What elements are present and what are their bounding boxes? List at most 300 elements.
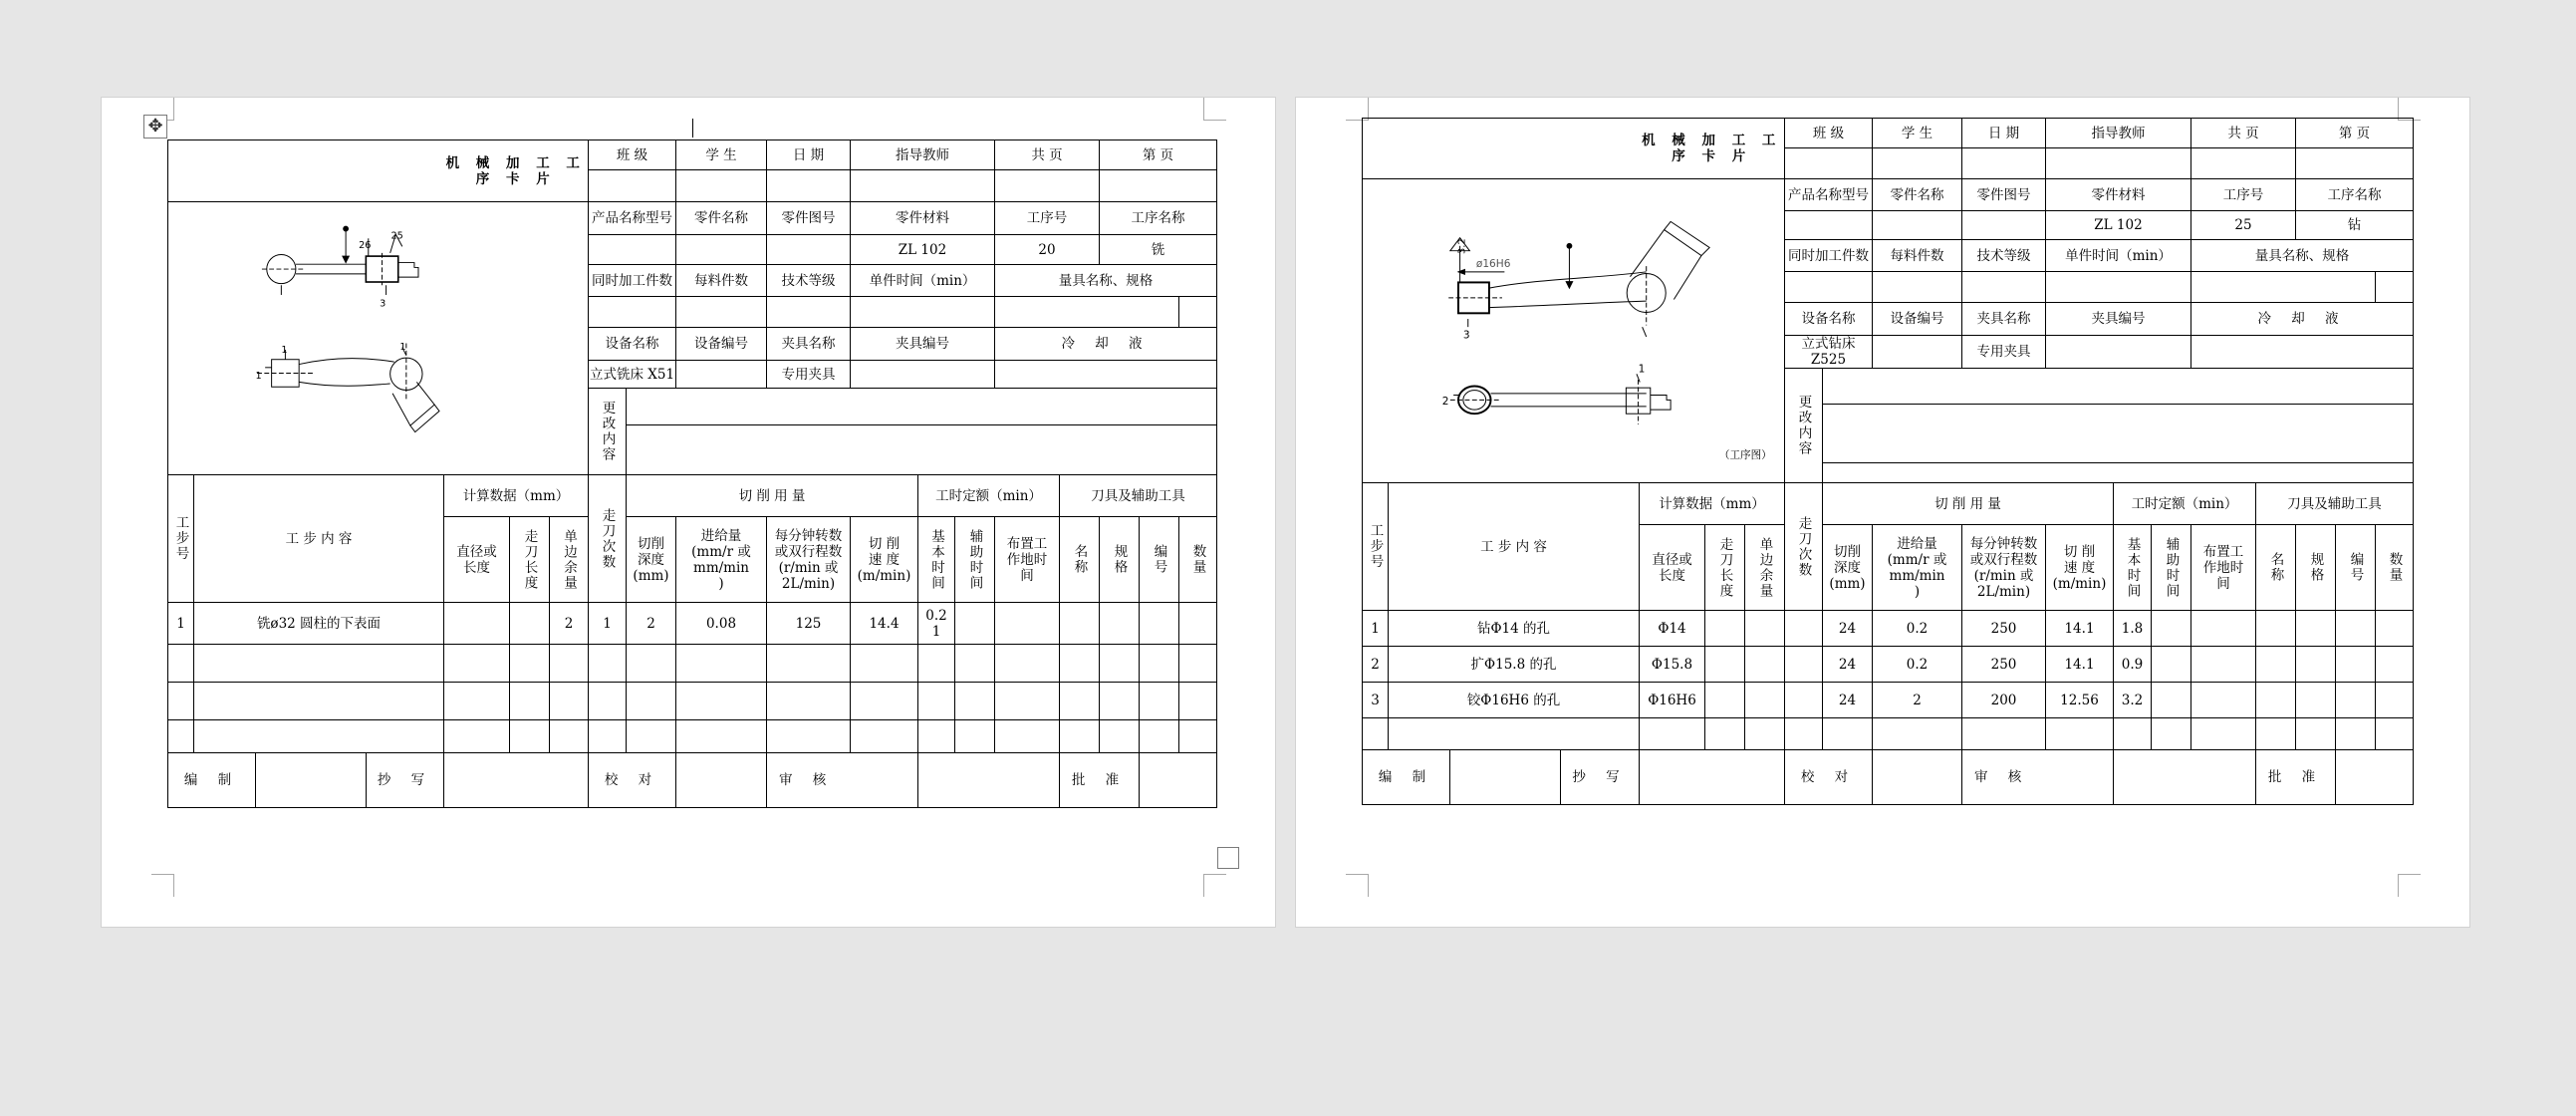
- part-material-value: ZL 102: [2046, 211, 2191, 240]
- card-title-spacer: [168, 140, 444, 202]
- tool-name-header: 名称: [2256, 525, 2296, 611]
- tool-spec-header: 规格: [2296, 525, 2336, 611]
- table-cell: [1060, 683, 1100, 720]
- tool-qty-header: 数量: [2376, 525, 2414, 611]
- table-cell: [851, 645, 918, 683]
- header-cell: [2296, 148, 2414, 179]
- header-fixture-name-label: 夹具名称: [767, 328, 851, 361]
- table-cell: [444, 720, 510, 753]
- header-cell: [767, 170, 851, 202]
- header-product-model-label: 产品名称型号: [1785, 179, 1873, 211]
- table-cell: [955, 645, 995, 683]
- part-material-value: ZL 102: [851, 235, 995, 265]
- header-coolant-label: 冷 却 液: [995, 328, 1217, 361]
- table-cell: [2376, 611, 2414, 647]
- step-rpm: 200: [1962, 683, 2046, 718]
- table-cell: [168, 683, 194, 720]
- table-cell: [1179, 645, 1217, 683]
- table-cell: [2296, 647, 2336, 683]
- header-parts-per-blank-label: 每料件数: [676, 265, 767, 297]
- dia-len-header: 直径或 长度: [1640, 525, 1705, 611]
- table-cell: [955, 720, 995, 753]
- table-cell: [918, 720, 955, 753]
- step-basic-time: 0.2 1: [918, 603, 955, 645]
- step-speed: 14.4: [851, 603, 918, 645]
- table-cell: [444, 645, 510, 683]
- table-cell: [851, 683, 918, 720]
- step-cell: [995, 603, 1060, 645]
- fixture-value: 专用夹具: [767, 361, 851, 389]
- step-rpm: 250: [1962, 611, 2046, 647]
- header-equipment-no-label: 设备编号: [676, 328, 767, 361]
- step-dia: Φ15.8: [1640, 647, 1705, 683]
- change-content-row: [627, 389, 1217, 425]
- process-no-value: 25: [2191, 211, 2296, 240]
- step-feed: 0.2: [1873, 647, 1962, 683]
- header-process-no-label: 工序号: [2191, 179, 2296, 211]
- table-cell: [550, 645, 589, 683]
- header-process-name-label: 工序名称: [2296, 179, 2414, 211]
- header-date-label: 日 期: [1962, 119, 2046, 148]
- step-content: 铰Φ16H6 的孔: [1389, 683, 1640, 718]
- table-cell: [1140, 720, 1179, 753]
- table-cell: [676, 645, 767, 683]
- margin-corner-mark: [1203, 98, 1226, 121]
- margin-corner-mark: [1346, 874, 1369, 897]
- header-cell: [2191, 336, 2414, 369]
- table-cell: [1705, 718, 1745, 750]
- step-depth: 24: [1823, 683, 1873, 718]
- table-cell: [2152, 683, 2191, 718]
- header-cell: [767, 297, 851, 328]
- cutting-header: 切 削 用 量: [1823, 483, 2114, 525]
- datum-mark: 1: [399, 341, 406, 353]
- table-cell: [676, 683, 767, 720]
- step-basic-time: 0.9: [2114, 647, 2152, 683]
- table-cell: [995, 645, 1060, 683]
- step-basic-time: 3.2: [2114, 683, 2152, 718]
- table-cell: [1179, 683, 1217, 720]
- table-cell: [194, 720, 444, 753]
- table-cell: [1140, 683, 1179, 720]
- approve-label: 批 准: [1060, 753, 1140, 808]
- header-equipment-no-label: 设备编号: [1873, 303, 1962, 336]
- table-cell: [194, 645, 444, 683]
- table-cell: [851, 720, 918, 753]
- step-speed: 12.56: [2046, 683, 2114, 718]
- table-cell: [918, 683, 955, 720]
- step-no: 2: [1363, 647, 1389, 683]
- header-equipment-name-label: 设备名称: [589, 328, 676, 361]
- table-cell: [2256, 611, 2296, 647]
- table-cell: [168, 720, 194, 753]
- change-content-label: 更改内容: [1785, 369, 1823, 483]
- card-title: 机 械 加 工 工 序 卡 片: [444, 140, 589, 202]
- header-cell: [1962, 148, 2046, 179]
- table-cell: [589, 683, 627, 720]
- table-cell: [2191, 718, 2256, 750]
- document-page-1: [101, 97, 1276, 928]
- process-drawing-svg: [1363, 197, 1784, 464]
- step-feed: 2: [1873, 683, 1962, 718]
- table-cell: [1962, 718, 2046, 750]
- step-cell: [1100, 603, 1140, 645]
- table-cell: [550, 683, 589, 720]
- header-cell: [1873, 148, 1962, 179]
- signature-row: [1363, 750, 2414, 805]
- header-tech-grade-label: 技术等级: [1962, 240, 2046, 272]
- table-row: [168, 720, 1217, 753]
- review-label: 审 核: [1962, 750, 2114, 805]
- table-cell: [2152, 611, 2191, 647]
- process-drawing: [168, 202, 589, 475]
- table-cell: [1363, 718, 1389, 750]
- step-content: 钻Φ14 的孔: [1389, 611, 1640, 647]
- change-content-rows: [1823, 405, 2414, 483]
- tool-qty-header: 数量: [1179, 517, 1217, 603]
- step-passes: [1785, 683, 1823, 718]
- table-cell: [627, 645, 676, 683]
- header-simul-parts-label: 同时加工件数: [589, 265, 676, 297]
- text-cursor: [692, 119, 693, 138]
- speed-header: 切 削 速 度 (m/min): [851, 517, 918, 603]
- step-speed: 14.1: [2046, 611, 2114, 647]
- table-cell: [589, 645, 627, 683]
- header-cell: [2191, 148, 2296, 179]
- basic-time-header: 基本时间: [918, 517, 955, 603]
- header-class-label: 班 级: [1785, 119, 1873, 148]
- step-cell: [1179, 603, 1217, 645]
- header-cell: [676, 361, 767, 389]
- header-cell: [1962, 272, 2046, 303]
- rpm-header: 每分钟转数 或双行程数 (r/min 或 2L/min): [767, 517, 851, 603]
- approve-value: [1140, 753, 1217, 808]
- header-part-material-label: 零件材料: [2046, 179, 2191, 211]
- datum-mark: 1: [281, 345, 288, 357]
- table-cell: [1100, 645, 1140, 683]
- table-cell: [767, 720, 851, 753]
- table-cell: [2336, 718, 2376, 750]
- table-cell: [2114, 718, 2152, 750]
- table-cell: [2296, 611, 2336, 647]
- margin-corner-mark: [2398, 874, 2421, 897]
- step-feed: 0.2: [1873, 611, 1962, 647]
- header-cell: [1179, 297, 1217, 328]
- process-no-value: 20: [995, 235, 1100, 265]
- time-quota-header: 工时定额（min）: [2114, 483, 2256, 525]
- allowance-header: 单边余量: [550, 517, 589, 603]
- calc-data-header: 计算数据（mm）: [1640, 483, 1785, 525]
- table-row: [1363, 611, 2414, 647]
- step-depth: 24: [1823, 611, 1873, 647]
- header-cell: [851, 170, 995, 202]
- approve-label: 批 准: [2256, 750, 2336, 805]
- tool-no-header: 编号: [2336, 525, 2376, 611]
- compile-value: [1450, 750, 1561, 804]
- dia-len-header: 直径或 长度: [444, 517, 510, 603]
- step-cell: [1060, 603, 1100, 645]
- header-part-drawing-label: 零件图号: [1962, 179, 2046, 211]
- header-cell: [851, 297, 995, 328]
- tools-header: 刀具及辅助工具: [2256, 483, 2414, 525]
- step-dia: [444, 603, 510, 645]
- step-depth: 24: [1823, 647, 1873, 683]
- table-cell: [955, 683, 995, 720]
- step-feed: 0.08: [676, 603, 767, 645]
- cutting-header: 切 削 用 量: [627, 475, 918, 517]
- header-cell: [995, 170, 1100, 202]
- table-cell: [194, 683, 444, 720]
- header-fixture-name-label: 夹具名称: [1962, 303, 2046, 336]
- step-travel: [1705, 611, 1745, 647]
- review-value: [2114, 750, 2256, 805]
- header-cell: [995, 361, 1217, 389]
- step-rpm: 250: [1962, 647, 2046, 683]
- table-cell: [1640, 718, 1705, 750]
- table-resize-handle[interactable]: [1217, 847, 1239, 869]
- header-unit-time-label: 单件时间（min）: [851, 265, 995, 297]
- table-cell: [995, 683, 1060, 720]
- step-no-header: 工步号: [168, 475, 194, 603]
- tools-header: 刀具及辅助工具: [1060, 475, 1217, 517]
- table-row: [1363, 718, 2414, 750]
- change-content-label: 更改内容: [589, 389, 627, 475]
- table-cell: [1785, 718, 1823, 750]
- margin-corner-mark: [151, 874, 174, 897]
- table-cell: [2376, 718, 2414, 750]
- header-teacher-label: 指导教师: [851, 140, 995, 170]
- step-basic-time: 1.8: [2114, 611, 2152, 647]
- card-title-spacer: [1363, 119, 1640, 179]
- table-cell: [444, 683, 510, 720]
- header-cell: [2046, 336, 2191, 369]
- header-part-drawing-label: 零件图号: [767, 202, 851, 235]
- feed-header: 进给量 (mm/r 或 mm/min ): [676, 517, 767, 603]
- table-cell: [510, 645, 550, 683]
- header-cell: [2376, 272, 2414, 303]
- header-cell: [676, 170, 767, 202]
- header-gauge-name-label: 量具名称、规格: [2191, 240, 2414, 272]
- step-no: 1: [168, 603, 194, 645]
- table-cell: [2336, 647, 2376, 683]
- process-card-table: [1362, 118, 2414, 805]
- aux-time-header: 辅助时间: [2152, 525, 2191, 611]
- step-passes: [1785, 611, 1823, 647]
- aux-time-header: 辅助时间: [955, 517, 995, 603]
- table-cell: [168, 645, 194, 683]
- header-cell: [995, 297, 1179, 328]
- fixture-value: 专用夹具: [1962, 336, 2046, 369]
- table-cell: [510, 720, 550, 753]
- table-cell: [1745, 718, 1785, 750]
- step-dia: Φ16H6: [1640, 683, 1705, 718]
- step-travel: [1705, 647, 1745, 683]
- process-drawing-svg: [168, 214, 588, 462]
- table-cell: [1060, 645, 1100, 683]
- tool-name-header: 名称: [1060, 517, 1100, 603]
- step-speed: 14.1: [2046, 647, 2114, 683]
- table-cell: [2296, 718, 2336, 750]
- step-content-header: 工 步 内 容: [1389, 483, 1640, 611]
- table-row: [168, 645, 1217, 683]
- table-cell: [918, 645, 955, 683]
- datum-mark: 3: [1462, 329, 1470, 342]
- change-content-row: [627, 425, 1217, 475]
- travel-len-header: 走刀长度: [1705, 525, 1745, 611]
- signature-cell: [168, 753, 444, 808]
- header-cell: [2046, 148, 2191, 179]
- table-cell: [767, 683, 851, 720]
- table-cell: [2256, 718, 2296, 750]
- time-quota-header: 工时定额（min）: [918, 475, 1060, 517]
- table-cell: [2376, 647, 2414, 683]
- margin-corner-mark: [1203, 874, 1226, 897]
- header-cell: [589, 170, 676, 202]
- step-depth: 2: [627, 603, 676, 645]
- header-cell: [1873, 336, 1962, 369]
- table-cell: [2256, 683, 2296, 718]
- compile-value: [256, 753, 367, 807]
- dim-label: ø16H6: [1475, 257, 1511, 270]
- tool-spec-header: 规格: [1100, 517, 1140, 603]
- card-title: 机 械 加 工 工 序 卡 片: [1640, 119, 1785, 179]
- allowance-header: 单边余量: [1745, 525, 1785, 611]
- process-drawing: [1363, 179, 1785, 483]
- header-cell: [676, 235, 767, 265]
- step-allowance: 2: [550, 603, 589, 645]
- change-content-row: [1823, 423, 2413, 463]
- table-cell: [676, 720, 767, 753]
- header-cell: [1785, 148, 1873, 179]
- header-coolant-label: 冷 却 液: [2191, 303, 2414, 336]
- header-student-label: 学 生: [676, 140, 767, 170]
- table-row: [168, 683, 1217, 720]
- step-travel: [510, 603, 550, 645]
- table-cell: [1100, 720, 1140, 753]
- step-passes: [1785, 647, 1823, 683]
- travel-len-header: 走刀长度: [510, 517, 550, 603]
- feed-header: 进给量 (mm/r 或 mm/min ): [1873, 525, 1962, 611]
- copy-label: 抄 写: [377, 772, 433, 788]
- dim-label: 3: [380, 298, 386, 310]
- table-cell: [995, 720, 1060, 753]
- step-cell: [1140, 603, 1179, 645]
- table-row: [1363, 683, 2414, 718]
- drawing-caption: （工序图）: [1718, 448, 1772, 461]
- review-value: [918, 753, 1060, 808]
- passes-header: 走刀次数: [589, 475, 627, 603]
- table-cell: [2336, 611, 2376, 647]
- check-value: [676, 753, 767, 808]
- header-cell: [767, 235, 851, 265]
- copy-label: 抄 写: [1572, 769, 1628, 785]
- copy-value: [444, 753, 589, 808]
- header-total-pages-label: 共 页: [2191, 119, 2296, 148]
- header-cell: [1873, 211, 1962, 240]
- table-move-handle-icon[interactable]: ✥: [143, 115, 167, 139]
- approve-value: [2336, 750, 2414, 805]
- signature-cell: [1363, 750, 1640, 805]
- step-content-header: 工 步 内 容: [194, 475, 444, 603]
- step-content: 扩Φ15.8 的孔: [1389, 647, 1640, 683]
- copy-value: [1640, 750, 1785, 805]
- table-cell: [2152, 647, 2191, 683]
- header-simul-parts-label: 同时加工件数: [1785, 240, 1873, 272]
- header-part-material-label: 零件材料: [851, 202, 995, 235]
- step-travel: [1705, 683, 1745, 718]
- speed-header: 切 削 速 度 (m/min): [2046, 525, 2114, 611]
- header-cell: [1962, 211, 2046, 240]
- table-cell: [589, 720, 627, 753]
- equipment-value: 立式铣床 X51: [589, 361, 676, 389]
- table-cell: [2191, 683, 2256, 718]
- table-cell: [627, 720, 676, 753]
- signature-row: [168, 753, 1217, 808]
- table-cell: [510, 683, 550, 720]
- passes-header: 走刀次数: [1785, 483, 1823, 611]
- header-cell: [589, 235, 676, 265]
- table-cell: [2046, 718, 2114, 750]
- layout-time-header: 布置工 作地时 间: [2191, 525, 2256, 611]
- header-class-label: 班 级: [589, 140, 676, 170]
- table-cell: [2191, 647, 2256, 683]
- header-gauge-name-label: 量具名称、规格: [995, 265, 1217, 297]
- step-no: 3: [1363, 683, 1389, 718]
- document-page-2: [1295, 97, 2470, 928]
- dim-label: 3.2: [1456, 238, 1468, 254]
- datum-mark: 1: [255, 370, 262, 382]
- step-no: 1: [1363, 611, 1389, 647]
- header-process-no-label: 工序号: [995, 202, 1100, 235]
- process-card-table: [167, 140, 1217, 808]
- check-label: 校 对: [1785, 750, 1873, 805]
- review-label: 审 核: [767, 753, 918, 808]
- step-content: 铣ø32 圆柱的下表面: [194, 603, 444, 645]
- header-part-name-label: 零件名称: [1873, 179, 1962, 211]
- header-page-no-label: 第 页: [2296, 119, 2414, 148]
- table-cell: [2336, 683, 2376, 718]
- header-cell: [676, 297, 767, 328]
- table-cell: [1060, 720, 1100, 753]
- header-cell: [589, 297, 676, 328]
- table-cell: [1140, 645, 1179, 683]
- process-name-value: 钻: [2296, 211, 2414, 240]
- table-cell: [1100, 683, 1140, 720]
- header-cell: [1100, 170, 1217, 202]
- equipment-value: 立式钻床 Z525: [1785, 336, 1873, 369]
- step-allowance: [1745, 611, 1785, 647]
- check-label: 校 对: [589, 753, 676, 808]
- header-total-pages-label: 共 页: [995, 140, 1100, 170]
- header-teacher-label: 指导教师: [2046, 119, 2191, 148]
- datum-mark: 1: [1638, 363, 1646, 376]
- step-passes: 1: [589, 603, 627, 645]
- step-rpm: 125: [767, 603, 851, 645]
- cut-depth-header: 切削 深度 (mm): [1823, 525, 1873, 611]
- step-dia: Φ14: [1640, 611, 1705, 647]
- layout-time-header: 布置工 作地时 间: [995, 517, 1060, 603]
- table-cell: [2191, 611, 2256, 647]
- header-process-name-label: 工序名称: [1100, 202, 1217, 235]
- header-unit-time-label: 单件时间（min）: [2046, 240, 2191, 272]
- header-cell: [1785, 211, 1873, 240]
- table-cell: [1389, 718, 1640, 750]
- table-cell: [2376, 683, 2414, 718]
- table-cell: [1823, 718, 1873, 750]
- step-no-header: 工步号: [1363, 483, 1389, 611]
- table-cell: [1873, 718, 1962, 750]
- table-cell: [2152, 718, 2191, 750]
